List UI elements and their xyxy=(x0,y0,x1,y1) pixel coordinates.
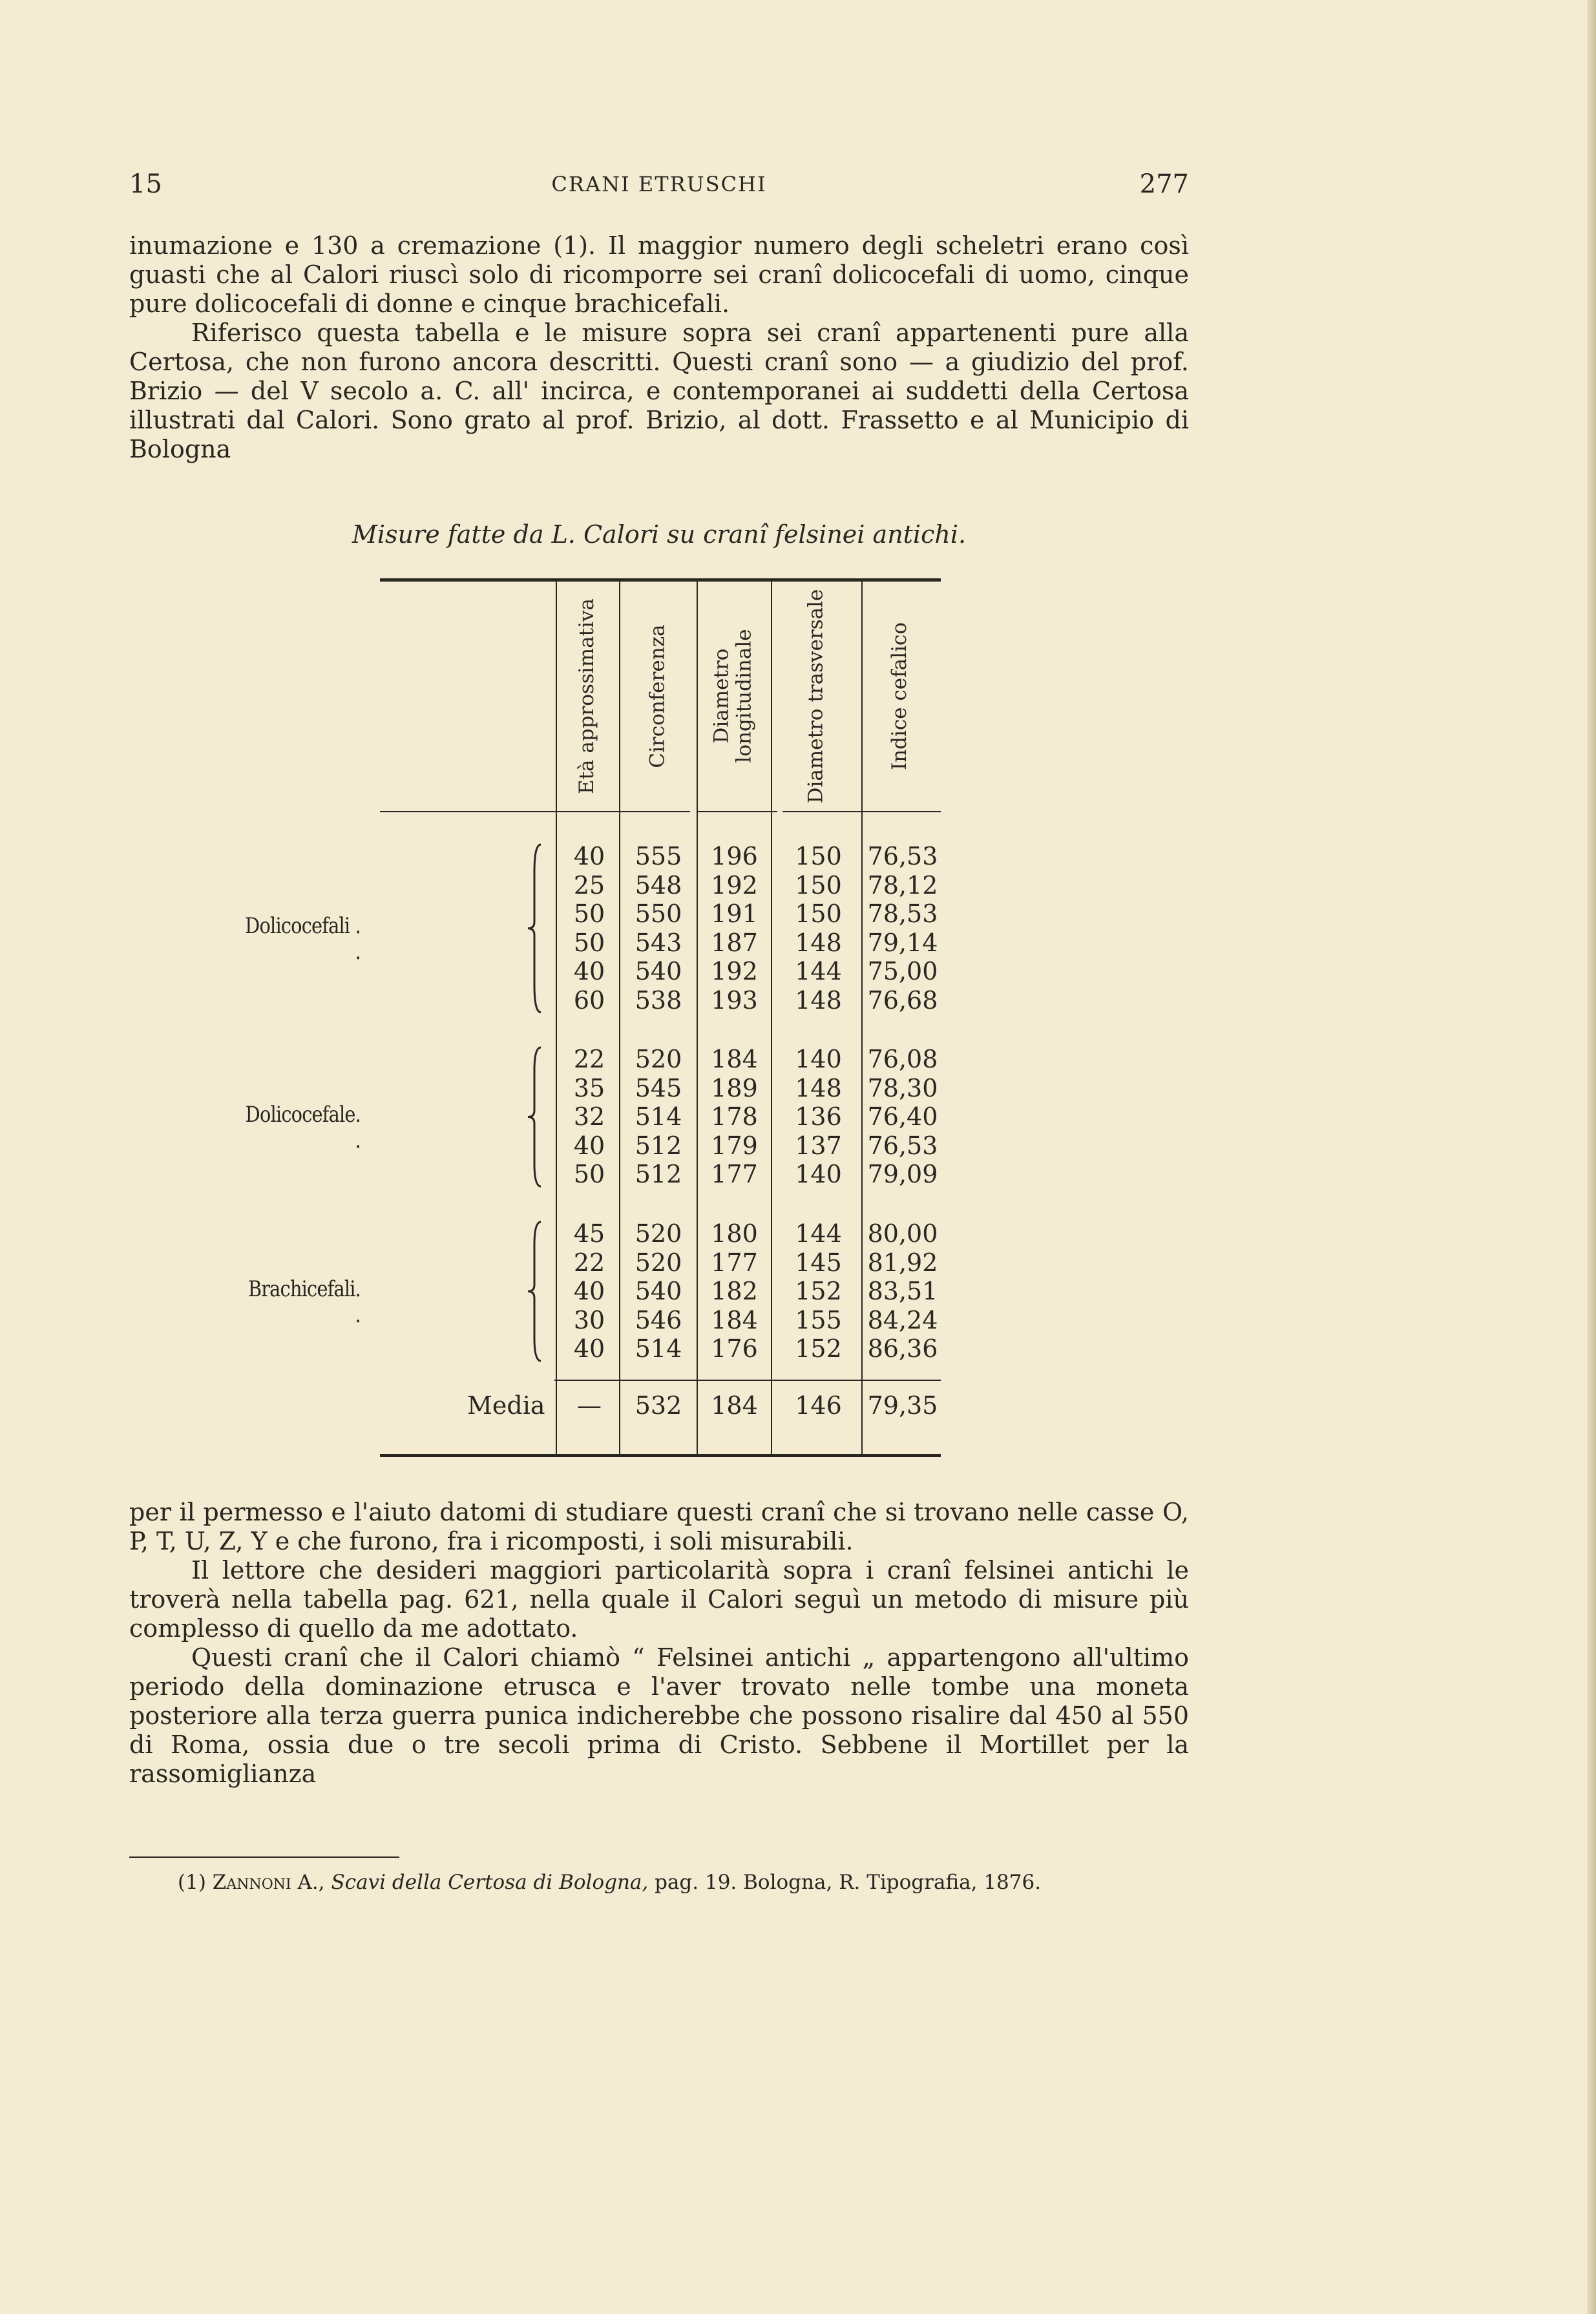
table-cell: 30 xyxy=(573,1305,605,1334)
table-cell: 140 xyxy=(795,1160,842,1189)
footnote-rest: pag. 19. Bologna, R. Tipografia, 1876. xyxy=(655,1871,1042,1894)
table-cell: 80,00 xyxy=(867,1219,938,1248)
table-cell: 540 xyxy=(635,957,682,986)
table-cell: 150 xyxy=(795,870,842,899)
paragraph: Il lettore che desideri maggiori particolarità sopra i cranî felsinei antichi le troverà nella tabella pag. 621, nella quale il Calori seguì un metodo di misure più complesso di quello da me adottato. xyxy=(129,1556,1189,1643)
table-cell: 50 xyxy=(573,899,605,929)
table-cell: 40 xyxy=(573,1277,605,1306)
column-divider xyxy=(861,578,863,1456)
table-cell: 177 xyxy=(711,1248,758,1277)
paragraph-block-bottom xyxy=(129,1498,1189,1789)
table-cell: 78,12 xyxy=(867,870,938,899)
table-cell: 512 xyxy=(635,1131,682,1160)
table-cell: 191 xyxy=(711,899,758,929)
group-label: Dolicocefale. . xyxy=(245,1101,361,1153)
paragraph-block-top xyxy=(129,231,1189,464)
page-edge xyxy=(1587,0,1596,2314)
media-rule xyxy=(554,1380,941,1381)
table-cell: 545 xyxy=(635,1073,682,1102)
running-header xyxy=(129,169,1189,208)
footnote xyxy=(178,1869,1186,1895)
table-cell: 520 xyxy=(635,1219,682,1248)
table-cell: 512 xyxy=(635,1160,682,1189)
table-bottom-rule xyxy=(380,1454,941,1457)
table-cell: 22 xyxy=(573,1045,605,1073)
media-cell: 532 xyxy=(635,1391,682,1420)
page-number-left: 15 xyxy=(129,169,162,199)
paragraph: Riferisco questa tabella e le misure sopra sei cranî appartenenti pure alla Certosa, che non furono ancora descritti. Questi cranî sono — a giudizio del prof. Brizio — del V secolo a. C. all' incirca, e contemporanei ai suddetti della Certosa illustrati dal Calori. Sono grato al prof. Brizio, al dott. Frassetto e al Municipio di Bologna xyxy=(129,319,1189,463)
table-cell: 136 xyxy=(795,1102,842,1131)
table-cell: 86,36 xyxy=(867,1334,938,1363)
table-cell: 78,53 xyxy=(867,899,938,929)
table-cell: 177 xyxy=(711,1160,758,1189)
table-cell: 40 xyxy=(573,1131,605,1160)
table-cell: 81,92 xyxy=(867,1248,938,1277)
paragraph: Questi cranî che il Calori chiamò “ Felsinei antichi „ appartengono all'ultimo periodo della dominazione etrusca e l'aver trovato nelle tombe una moneta posteriore alla terza guerra punica indicherebbe che possono risalire dal 450 al 550 di Roma, ossia due o tre secoli prima di Cristo. Sebbene il Mortillet per la rassomiglianza xyxy=(129,1643,1189,1788)
table-cell: 176 xyxy=(711,1334,758,1363)
table-cell: 35 xyxy=(573,1073,605,1102)
table-cell: 76,40 xyxy=(867,1102,938,1131)
column-divider xyxy=(771,578,772,1456)
table-cell: 144 xyxy=(795,957,842,986)
media-cell: 79,35 xyxy=(867,1391,938,1420)
table-cell: 78,30 xyxy=(867,1073,938,1102)
header-rule xyxy=(697,811,777,812)
table-cell: 550 xyxy=(635,899,682,929)
table-cell: 76,68 xyxy=(867,986,938,1015)
table-cell: 148 xyxy=(795,928,842,957)
table-cell: 137 xyxy=(795,1131,842,1160)
table-cell: 548 xyxy=(635,870,682,899)
table-cell: 540 xyxy=(635,1277,682,1306)
table-cell: 25 xyxy=(573,870,605,899)
table-cell: 196 xyxy=(711,842,758,870)
table-cell: 140 xyxy=(795,1045,842,1073)
table-cell: 40 xyxy=(573,1334,605,1363)
footnote-rule xyxy=(129,1856,399,1858)
group-brace xyxy=(525,1045,545,1189)
table-cell: 76,08 xyxy=(867,1045,938,1073)
column-header-circonferenza: Circonferenza xyxy=(646,624,669,768)
footnote-author: Zannoni A., xyxy=(212,1871,325,1894)
media-cell: — xyxy=(577,1391,602,1420)
measurements-table xyxy=(245,578,941,1457)
table-cell: 155 xyxy=(795,1305,842,1334)
table-cell: 45 xyxy=(573,1219,605,1248)
table-cell: 148 xyxy=(795,986,842,1015)
table-cell: 150 xyxy=(795,842,842,870)
paragraph: per il permesso e l'aiuto datomi di studiare questi cranî che si trovano nelle casse O, P, T, U, Z, Y e che furono, fra i ricomposti, i soli misurabili. xyxy=(129,1498,1189,1555)
table-cell: 192 xyxy=(711,957,758,986)
table-cell: 50 xyxy=(573,928,605,957)
table-cell: 152 xyxy=(795,1277,842,1306)
table-cell: 79,09 xyxy=(867,1160,938,1189)
table-cell: 40 xyxy=(573,842,605,870)
media-cell: 184 xyxy=(711,1391,758,1420)
media-cell: 146 xyxy=(795,1391,842,1420)
column-header-indice-cefalico: Indice cefalico xyxy=(888,622,912,770)
table-cell: 75,00 xyxy=(867,957,938,986)
table-cell: 76,53 xyxy=(867,1131,938,1160)
table-cell: 189 xyxy=(711,1073,758,1102)
table-cell: 514 xyxy=(635,1334,682,1363)
media-label: Media xyxy=(467,1391,545,1420)
table-cell: 152 xyxy=(795,1334,842,1363)
group-brace xyxy=(525,842,545,1015)
group-label: Brachicefali. . xyxy=(247,1276,361,1328)
page-number-right: 277 xyxy=(1139,169,1189,199)
group-label: Dolicocefali . . xyxy=(245,912,361,965)
table-cell: 520 xyxy=(635,1248,682,1277)
table-cell: 179 xyxy=(711,1131,758,1160)
footnote-number: (1) xyxy=(178,1871,206,1894)
column-header-eta: Età approssimativa xyxy=(575,598,599,794)
table-cell: 83,51 xyxy=(867,1277,938,1306)
table-cell: 145 xyxy=(795,1248,842,1277)
table-cell: 555 xyxy=(635,842,682,870)
table-cell: 182 xyxy=(711,1277,758,1306)
table-cell: 192 xyxy=(711,870,758,899)
header-rule-left xyxy=(380,811,690,812)
table-cell: 514 xyxy=(635,1102,682,1131)
paragraph: inumazione e 130 a cremazione (1). Il maggior numero degli scheletri erano così guasti che al Calori riuscì solo di ricomporre sei cranî dolicocefali di uomo, cinque pure dolicocefali di donne e cinque brachicefali. xyxy=(129,231,1189,318)
table-cell: 184 xyxy=(711,1045,758,1073)
table-cell: 50 xyxy=(573,1160,605,1189)
table-cell: 538 xyxy=(635,986,682,1015)
table-cell: 520 xyxy=(635,1045,682,1073)
table-cell: 22 xyxy=(573,1248,605,1277)
running-title: CRANI ETRUSCHI xyxy=(551,172,767,196)
table-cell: 144 xyxy=(795,1219,842,1248)
group-brace xyxy=(525,1219,545,1363)
table-cell: 180 xyxy=(711,1219,758,1248)
footnote-title: Scavi della Certosa di Bologna, xyxy=(331,1871,649,1894)
table-cell: 84,24 xyxy=(867,1305,938,1334)
table-cell: 148 xyxy=(795,1073,842,1102)
column-header-diametro-longitudinale: Diametro longitudinale xyxy=(710,629,757,763)
table-cell: 150 xyxy=(795,899,842,929)
table-top-rule xyxy=(380,578,941,582)
table-cell: 184 xyxy=(711,1305,758,1334)
table-cell: 546 xyxy=(635,1305,682,1334)
table-cell: 178 xyxy=(711,1102,758,1131)
table-cell: 193 xyxy=(711,986,758,1015)
column-header-diametro-trasversale: Diametro trasversale xyxy=(804,589,828,803)
table-cell: 543 xyxy=(635,928,682,957)
table-cell: 40 xyxy=(573,957,605,986)
table-caption: Misure fatte da L. Calori su cranî felsinei antichi. xyxy=(352,520,967,549)
table-cell: 79,14 xyxy=(867,928,938,957)
table-cell: 76,53 xyxy=(867,842,938,870)
table-cell: 32 xyxy=(573,1102,605,1131)
table-cell: 187 xyxy=(711,928,758,957)
table-cell: 60 xyxy=(573,986,605,1015)
